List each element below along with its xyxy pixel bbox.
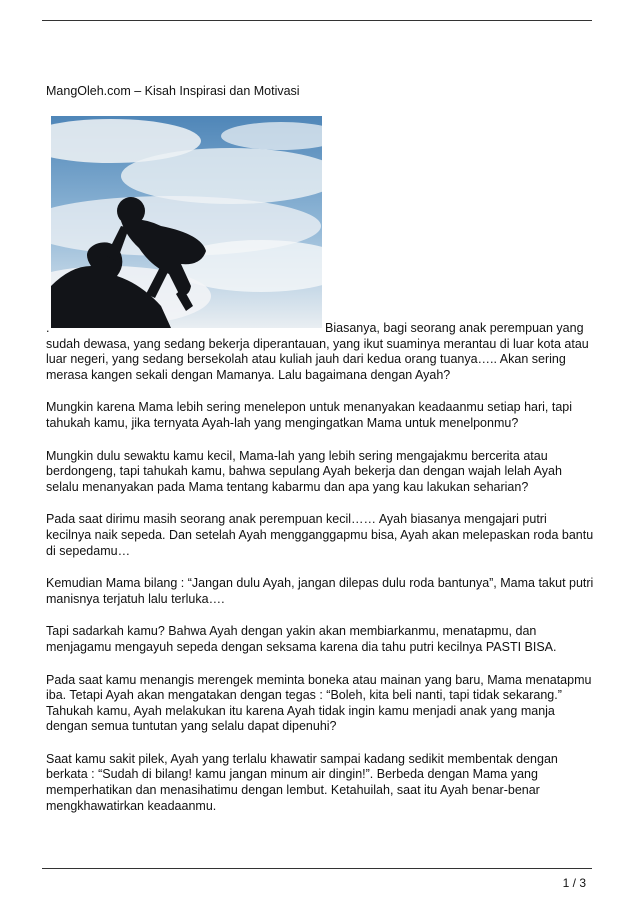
paragraph-6: Tapi sadarkah kamu? Bahwa Ayah dengan yakin akan membiarkanmu, menatapmu, dan menjagamu mengayuh sepeda dengan seksama karena dia tahu putri kecilnya PASTI BISA. (46, 624, 557, 654)
article-body (46, 321, 594, 831)
paragraph-3: Mungkin dulu sewaktu kamu kecil, Mama-lah yang lebih sering mengajakmu bercerita atau berdongeng, tapi tahukah kamu, bahwa sepulang Ayah bekerja dan dengan wajah lelah Ayah selalu menanyakan pada Mama tentang kabarmu dan apa yang kau lakukan seharian? (46, 448, 562, 494)
paragraph-7: Pada saat kamu menangis merengek meminta boneka atau mainan yang baru, Mama menatapmu iba. Tetapi Ayah akan mengatakan dengan tegas : “Boleh, kita beli nanti, tapi tidak sekarang.” Tahukah kamu, Ayah melakukan itu karena Ayah tidak ingin kamu menjadi anak yang manja dengan semua tuntutan yang selalu dapat dipenuhi? (46, 672, 592, 734)
father-daughter-photo (51, 116, 322, 328)
image-caption-dot: . (46, 321, 50, 335)
paragraph-1: Biasanya, bagi seorang anak perempuan yang sudah dewasa, yang sedang bekerja diperantauan, yang ikut suaminya merantau di luar kota atau luar negeri, yang sedang bersekolah atau kuliah jauh dari kedua orang tuanya….. Akan sering merasa kangen sekali dengan Mamanya. Lalu bagaimana dengan Ayah? (46, 321, 589, 382)
top-rule (42, 20, 592, 21)
paragraph-2: Mungkin karena Mama lebih sering menelepon untuk menanyakan keadaanmu setiap hari, tapi tahukah kamu, jika ternyata Ayah-lah yang mengingatkan Mama untuk menelponmu? (46, 400, 573, 430)
site-title: MangOleh.com – Kisah Inspirasi dan Motivasi (46, 84, 300, 98)
paragraph-4: Pada saat dirimu masih seorang anak perempuan kecil…… Ayah biasanya mengajari putri kecilnya naik sepeda. Dan setelah Ayah mengganggapmu bisa, Ayah akan melepaskan roda bantu di sepedamu… (46, 512, 594, 558)
bottom-rule (42, 868, 592, 869)
paragraph-8: Saat kamu sakit pilek, Ayah yang terlalu khawatir sampai kadang sedikit membentak dengan berkata : “Sudah di bilang! kamu jangan minum air dingin!”. Berbeda dengan Mama yang memperhatikan dan menasihatimu dengan lembut. Ketahuilah, saat itu Ayah benar-benar mengkhawatirkan keadaanmu. (46, 751, 558, 813)
page-number: 1 / 3 (562, 876, 586, 890)
paragraph-5: Kemudian Mama bilang : “Jangan dulu Ayah, jangan dilepas dulu roda bantunya”, Mama takut putri manisnya terjatuh lalu terluka…. (46, 576, 594, 606)
